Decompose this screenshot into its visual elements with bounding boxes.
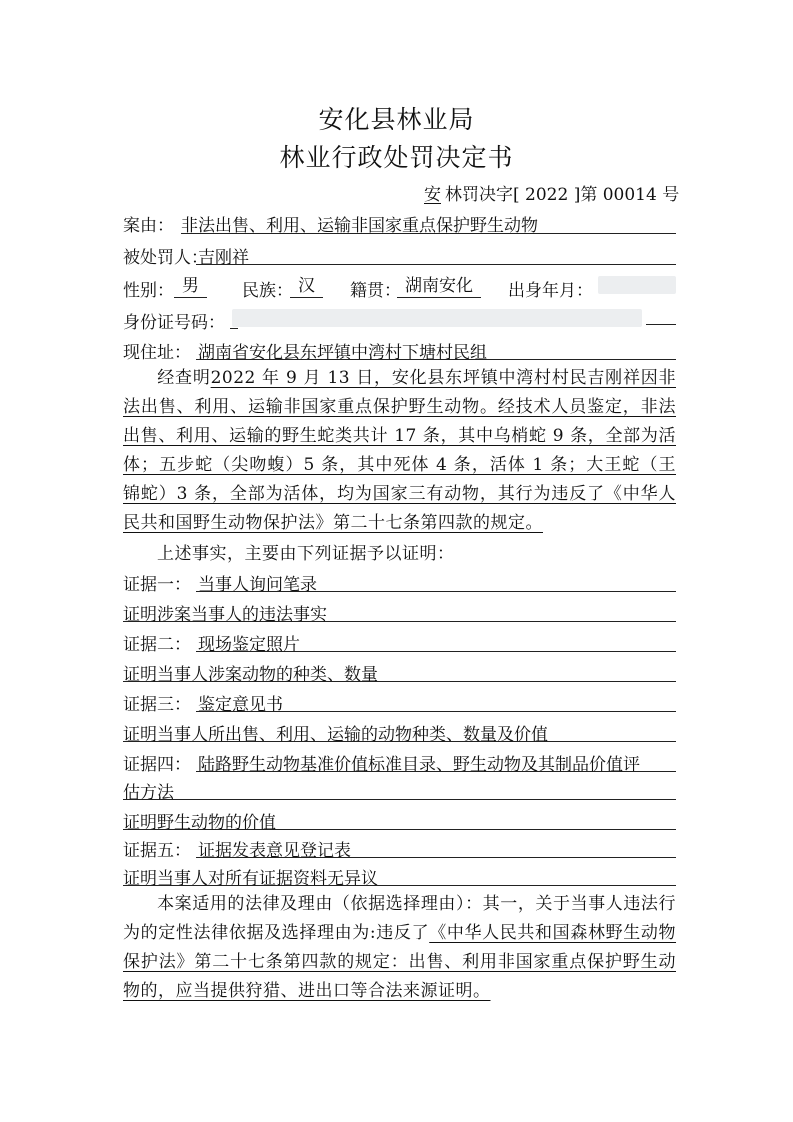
evidence-5-name: 证据发表意见登记表 [198,841,351,861]
evidence-3-proves-underline [123,741,676,742]
evidence-1-proves-underline [123,621,676,622]
address-value: 湖南省安化县东坪镇中湾村下塘村民组 [198,343,487,363]
evidence-3-label: 证据三： [123,695,191,715]
evidence-intro-text: 上述事实，主要由下列证据予以证明： [157,544,455,564]
evidence-2-label: 证据二： [123,635,191,655]
origin-text: 湖南安化 [397,276,481,298]
id-underline-left [230,328,238,329]
evidence-4-label: 证据四： [123,755,191,775]
address-label: 现住址： [123,343,191,363]
evidence-5-proves: 证明当事人对所有证据资料无异议 [123,869,378,889]
punished-label: 被处罚人： [123,248,208,268]
case-cause-value: 非法出售、利用、运输非国家重点保护野生动物 [181,216,538,236]
evidence-2-proves: 证明当事人涉案动物的种类、数量 [123,665,378,685]
document-number-rest: 林罚决字[ 2022 ]第 00014 号 [445,185,680,205]
evidence-5-proves-underline [123,885,676,886]
origin-value [397,276,481,298]
evidence-3-underline [196,711,676,712]
id-redacted [232,309,642,327]
gender-label: 性别： [123,281,174,301]
evidence-2-proves-underline [123,681,676,682]
evidence-2-underline [196,651,676,652]
evidence-4-name-cont: 估方法 [123,783,174,803]
evidence-2-name: 现场鉴定照片 [198,635,300,655]
evidence-intro [123,540,676,569]
gender-text: 男 [174,276,207,298]
document-number-prefix: 安 [424,185,441,205]
evidence-1-name: 当事人询问笔录 [198,575,317,595]
evidence-4-cont-underline [123,799,676,800]
evidence-4-name: 陆路野生动物基准价值标准目录、野生动物及其制品价值评 [198,755,640,775]
evidence-4-underline [196,771,676,772]
gender-value [174,276,207,298]
case-cause-underline [181,233,676,234]
evidence-3-proves: 证明当事人所出售、利用、运输的动物种类、数量及价值 [123,725,548,745]
evidence-1-proves: 证明涉案当事人的违法事实 [123,605,327,625]
evidence-3-name: 鉴定意见书 [198,695,283,715]
ethnicity-text: 汉 [290,276,323,298]
facts-body: 2022 年 9 月 13 日，安化县东坪镇中湾村村民吉刚祥因非法出售、利用、运输非国家重点保护野生动物。经技术人员鉴定，非法出售、利用、运输的野生蛇类共计 17 条，其中乌梢蛇 9 条，全部为活体；五步蛇（尖吻蝮）5 条，其中死体 4 条，活体 1 条；大王蛇（王锦蛇）3 条，全部为活体，均为国家三有动物，其行为违反了《中华人民共和国野生动物保护法》第二十七条第四款的规定。 [123,368,676,533]
evidence-5-label: 证据五： [123,841,191,861]
punished-underline [196,264,676,265]
document-title: 林业行政处罚决定书 [279,143,514,172]
id-label: 身份证号码： [123,313,225,333]
evidence-1-underline [196,591,676,592]
birth-redacted [598,276,676,294]
agency-title: 安化县林业局 [318,105,475,134]
law-paragraph [123,890,676,1006]
punished-name: 吉刚祥 [198,248,249,268]
facts-intro: 经查明 [157,368,211,388]
case-cause-label: 案由： [123,216,174,236]
facts-paragraph [123,364,676,538]
evidence-4-proves: 证明野生动物的价值 [123,813,276,833]
id-underline-right [646,324,676,325]
evidence-4-proves-underline [123,829,676,830]
birth-label: 出身年月： [508,281,593,301]
evidence-5-underline [196,857,676,858]
law-intro: 本案适用的法律及理由（依据选择理由）：其一，关于当事人违法行为的定性法律依据及选择理由为:违反了 [123,894,676,943]
document-number [420,180,679,205]
origin-label: 籍贯： [350,281,401,301]
ethnicity-label: 民族： [242,281,293,301]
law-body: 《中华人民共和国森林野生动物保护法》第二十七条第四款的规定：出售、利用非国家重点保护野生动物的，应当提供狩猎、进出口等合法来源证明。 [123,923,677,1001]
ethnicity-value [290,276,323,298]
address-underline [196,359,676,360]
evidence-1-label: 证据一： [123,575,191,595]
